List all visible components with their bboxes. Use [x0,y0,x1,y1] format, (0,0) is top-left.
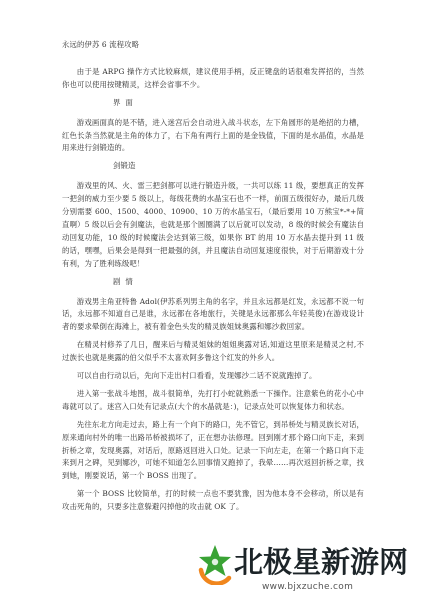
logo-star-center [212,559,218,565]
section-heading-story: 剧 情 [113,276,133,286]
interface-paragraph: 游戏画面真的是不错，进入迷宫后会自动进入战斗状态，左下角圆形的是绝招的力槽，红色长条当然就是主角的体力了，右下角有两行上面的是金钱值，下面的是水晶值，水晶是用来进行剑锻造的。 [62,117,364,153]
document-title: 永远的伊苏 6 流程攻略 [62,40,140,49]
intro-paragraph: 由于是 ARPG 操作方式比较麻烦，建议使用手柄，反正键盘的话很难发挥招的，当然你也可以使用按键精灵，这样会省事不少。 [62,66,364,89]
watermark-brand-text: 北极星新游网 [234,545,409,579]
story-paragraph: 游戏男主角亚特鲁 Adol(伊苏系列男主角的名字，并且永远都是红发，永远都不说一句话，永远都不知道自己是谁，永远都在各地旅行，关键是永远都那么年轻英俊)在游戏设计者的要求晕倒在海滩上，被有着金色头发的精灵族姐妹奥露和娜沙救回家。 [62,296,364,332]
section-heading-sword-forging: 剑锻造 [113,161,136,171]
story-paragraph: 进入第一张战斗地图，战斗很简单，先打打小蛇就熟悉一下操作。注意紫色的花小心中毒就可以了。迷宫入口处有记录点(大个的水晶就是：)，记录点处可以恢复体力和状态。 [62,388,364,411]
section-heading-interface: 界 面 [113,97,133,107]
story-paragraph: 可以自由行动以后，先向下走出村口看看，发现娜沙二话不说就跑掉了。 [76,371,317,381]
logo-arc-shape [201,570,229,584]
sword-forging-paragraph: 游戏里的风、火、雷三把剑都可以进行锻造升级，一共可以练 11 级，要想真正的发挥一把剑的威力至少要 5 级以上，每级花费的水晶宝石也不一样，前面五级很好办，最后几级分别需要 600、1500、4000、10900、10 万的水晶宝石，（最后要用 10 万熊宝*-*+简直啊）5 级以后会有剑魔法，也就是那个圆圈满了以后就可以发动，8 级的时候会有魔法自动回复功能，10 级的时候魔法会达到第三级，如果你 BT 的用 10 万水晶去提升到 11 级的话，嘿嘿，后果会是得到一把最强的剑，并且魔法自动回复速度很快，对于后期游戏十分有利，为了胜利练级吧！ [62,181,364,268]
document-body [62,39,364,519]
story-paragraph: 先往东北方向走过去，路上有一个向下的路口，先不管它，到吊桥处与精灵族长对话，原来通向村外的唯一出路吊桥被损坏了，正在想办法修理。回到刚才那个路口向下走，来到折桥之章，发现奥露，对话后，原路返回进入口处。记录一下向左走，在第一个路口向下走来到月之碑，见到娜沙，可她不知道怎么回事情又跑掉了，我晕……再次返回折桥之章，找到她，刚要说话，第一个 BOSS 出现了。 [62,419,364,481]
star-logo-icon [196,543,234,585]
story-paragraph: 在精灵村修养了几日，醒来后与精灵姐妹的姐姐奥露对话,知道这里原来是精灵之村,不过族长也就是奥露的伯父似乎不太喜欢阿多鲁这个红发的外乡人。 [62,340,364,363]
logo-star-shape [199,545,231,576]
watermark-url-text: www.bjxzuche.com [262,582,354,592]
story-paragraph: 第一个 BOSS 比较简单，打的时候一点也不要犹豫，因为他本身不会移动，所以是有攻击死角的，只要多注意躲避闪掉他的攻击就 OK 了。 [62,489,364,512]
